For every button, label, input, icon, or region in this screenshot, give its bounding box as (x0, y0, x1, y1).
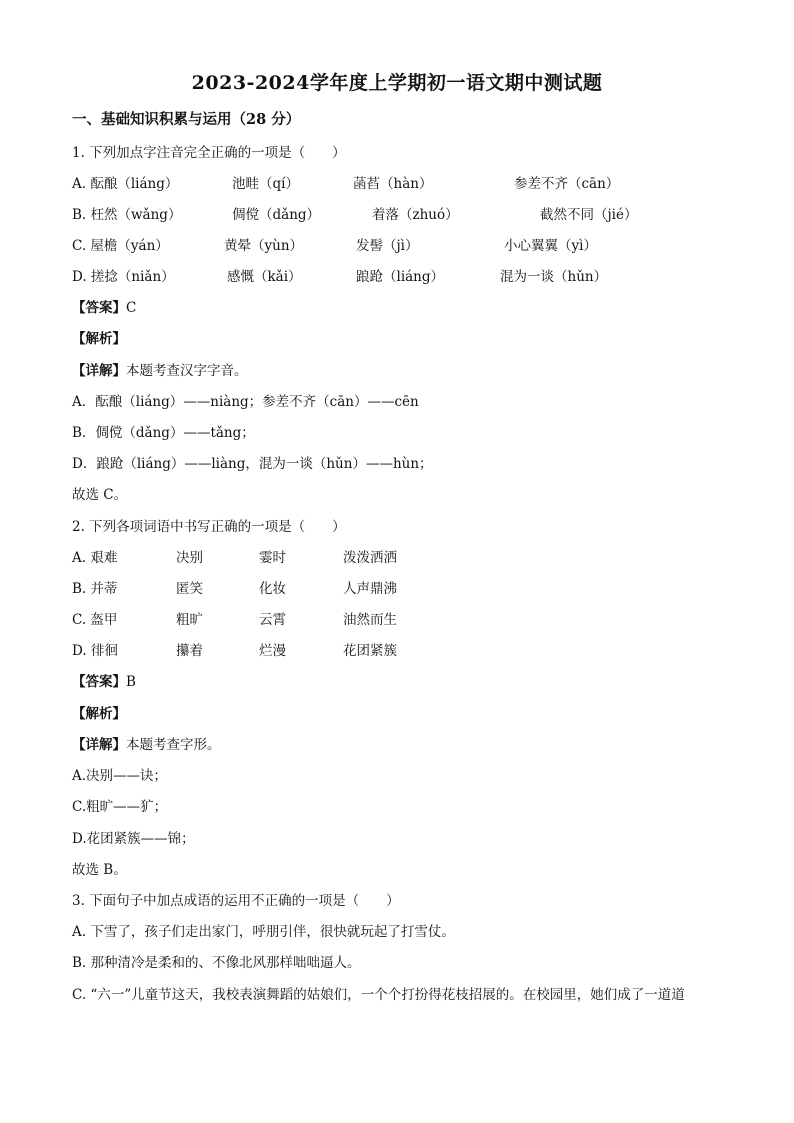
q1-option-d-word-3: 踉跄（liáng） (356, 269, 445, 285)
q2-detail-line-1: A.决别——诀； (72, 768, 168, 784)
q1-detail-line-1: A．酝酿（liáng）——niàng；参差不齐（cān）——cēn (72, 394, 419, 410)
q2-option-c-word-2: 粗旷 (176, 612, 203, 628)
q2-analysis-tag: 【解析】 (72, 706, 126, 722)
q2-option-a: A. 艰难 (72, 550, 118, 566)
q2-option-c-word-3: 云霄 (259, 612, 286, 628)
q1-option-a-word-2: 池畦（qí） (232, 176, 299, 192)
q3-option-b: B. 那种清冷是柔和的、不像北风那样咄咄逼人。 (72, 955, 361, 971)
q2-option-d-word-3: 烂漫 (259, 643, 286, 659)
q2-option-c: C. 盔甲 (72, 612, 118, 628)
q1-conclusion: 故选 C。 (72, 487, 128, 503)
q1-analysis-tag: 【解析】 (72, 331, 126, 347)
q1-option-c: C. 屋檐（yán） (72, 238, 169, 254)
q1-option-d: D. 搓捻（niǎn） (72, 269, 175, 285)
question-1-stem: 1. 下列加点字注音完全正确的一项是（ ） (72, 145, 346, 161)
q2-option-b-word-3: 化妆 (259, 581, 286, 597)
answer-value: B (126, 674, 136, 690)
q1-detail-line-2: B．倜傥（dǎng）——tǎng； (72, 425, 255, 441)
detail-tag: 【详解】 (72, 737, 126, 753)
detail-text: 本题考查汉字字音。 (126, 363, 248, 379)
question-2-stem: 2. 下列各项词语中书写正确的一项是（ ） (72, 519, 346, 535)
q2-detail (72, 733, 221, 753)
q2-answer (72, 670, 136, 690)
q1-option-a: A. 酝酿（liáng） (72, 176, 179, 192)
q1-option-d-word-4: 混为一谈（hǔn） (500, 269, 608, 285)
section-heading: 一、基础知识积累与运用（28 分） (72, 111, 301, 128)
q1-option-a-word-4: 参差不齐（cān） (514, 176, 620, 192)
q2-option-a-word-3: 霎时 (259, 550, 286, 566)
q2-option-a-word-4: 泼泼洒洒 (343, 550, 397, 566)
q1-option-b-word-2: 倜傥（dǎng） (232, 207, 321, 223)
q1-option-b-word-4: 截然不同（jié） (540, 207, 638, 223)
q2-option-c-word-4: 油然而生 (343, 612, 397, 628)
q1-answer (72, 296, 136, 316)
q2-option-a-word-2: 决别 (176, 550, 203, 566)
q1-option-d-word-2: 感慨（kǎi） (227, 269, 302, 285)
detail-tag: 【详解】 (72, 363, 126, 379)
q1-option-c-word-4: 小心翼翼（yì） (504, 238, 597, 254)
answer-value: C (126, 300, 137, 316)
q1-option-c-word-2: 黄晕（yùn） (224, 238, 304, 254)
q3-option-a: A. 下雪了，孩子们走出家门，呼朋引伴，很快就玩起了打雪仗。 (72, 924, 455, 940)
q2-conclusion: 故选 B。 (72, 862, 127, 878)
page-title: 2023-2024学年度上学期初一语文期中测试题 (191, 72, 603, 94)
q2-option-d-word-2: 攥着 (176, 643, 203, 659)
detail-text: 本题考查字形。 (126, 737, 221, 753)
q2-detail-line-3: D.花团紧簇——锦； (72, 831, 195, 847)
q1-option-c-word-3: 发髻（jì） (356, 238, 419, 254)
q2-option-b-word-4: 人声鼎沸 (343, 581, 397, 597)
q2-option-b-word-2: 匿笑 (176, 581, 203, 597)
q1-detail-line-3: D．踉跄（liáng）——liàng，混为一谈（hǔn）——hùn； (72, 456, 433, 472)
q1-option-b-word-3: 着落（zhuó） (372, 207, 459, 223)
q2-option-d: D. 徘徊 (72, 643, 118, 659)
answer-tag: 【答案】 (72, 300, 126, 316)
q2-option-d-word-4: 花团紧簇 (343, 643, 397, 659)
q1-option-b: B. 枉然（wǎng） (72, 207, 182, 223)
q2-option-b: B. 并蒂 (72, 581, 118, 597)
q1-detail (72, 359, 248, 379)
question-3-stem: 3. 下面句子中加点成语的运用不正确的一项是（ ） (72, 893, 400, 909)
q3-option-c: C. “六一”儿童节这天，我校表演舞蹈的姑娘们，一个个打扮得花枝招展的。在校园里，她们成了一道道 (72, 987, 685, 1003)
answer-tag: 【答案】 (72, 674, 126, 690)
q1-option-a-word-3: 菡萏（hàn） (353, 176, 433, 192)
q2-detail-line-2: C.粗旷——犷； (72, 799, 168, 815)
